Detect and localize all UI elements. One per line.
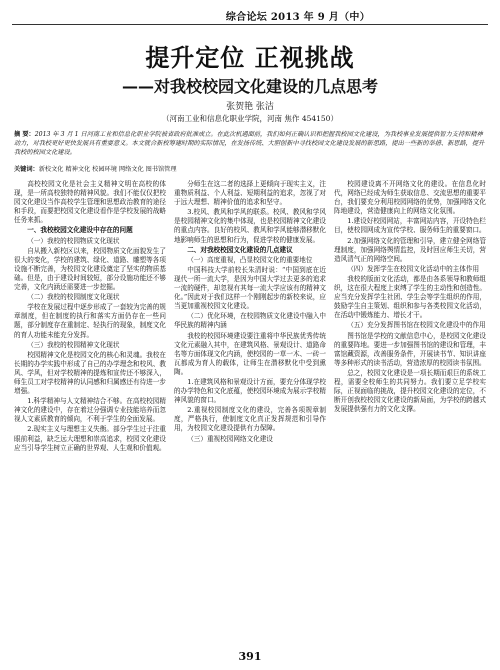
body-paragraph: 1.建设好校园网站，丰富网站内容，开设特色栏目，使校园网成为宣传学校、服务师生的重要窗口。 <box>334 217 486 235</box>
body-paragraph: 高校校园文化是社会主义精神文明在高校的体现，是一所高校独特的精神风貌。我们不能仅仅把校园文化建设当作高校学生管理和思想政治教育的途径和手段，而要把校园文化建设看作是学校发展的战略任务来抓。 <box>14 180 166 225</box>
abstract-text: 2013 年 3 月 1 日河南工业和信息化职业学院被省政府批准成立。在此次机遇面前，我们如何正确认识和把握我校园文化建设，为我校事业发展提供智力支持和精神动力，对我校更好更快发展具有重要意义。本文就合新校筹建时期的实际情况，在发扬传统、大胆创新中寻找校园文化建设发展的新思路，提出一些新的举措、新思路，提升我校的校园文化建设。 <box>14 131 485 156</box>
body-paragraph: 3.校风、教风和学风的联系。校风、教风和学风是校园精神文化的集中体现，也是校园精神文化建设的重点内容。良好的校风、教风和学风能够潜移默化地影响师生的思想和行为，促进学校的健康发展。 <box>174 208 326 244</box>
body-paragraph: （一）高度重视，凸显校园文化的重要地位 <box>187 255 313 264</box>
body-paragraph: 学校在发展过程中逐步形成了一套较为完善的规章制度，但在制度的执行和落实方面仍存在一些问题，部分制度存在重制定、轻执行的现象，制度文化的育人功能未能充分发挥。 <box>14 303 166 339</box>
body-columns <box>14 180 486 645</box>
body-paragraph: 分师生在这二者的选择上更倾向于现实主义，注重物质利益、个人利益、短期利益的追求，忽视了对于远大理想、精神价值的追求和坚守。 <box>174 180 326 207</box>
article-title: 提升定位 正视挑战 <box>145 44 355 72</box>
affiliation: （河南工业和信息化职业学院，河南 焦作 454150） <box>162 114 338 123</box>
body-paragraph: （一）我校的校园物质文化现状 <box>27 236 120 245</box>
header-rule <box>12 24 488 25</box>
body-paragraph: 我校的校园环境建设要注重将中华民族优秀传统文化元素融入其中，在建筑风格、景观设计、道路命名等方面体现文化内涵，使校园的一草一木、一砖一瓦都成为育人的载体，让师生在潜移默化中受到熏陶。 <box>174 331 326 376</box>
body-paragraph: 1.科学精神与人文精神结合不够。在高校校园精神文化的建设中，存在着过分强调专业技能培养而忽视人文素质教育的倾向，不利于学生的全面发展。 <box>14 397 166 424</box>
body-paragraph: 2.加强网络文化的管理和引导，建立健全网络管理制度，加强网络舆情监控，及时回应师生关切，营造风清气正的网络空间。 <box>334 236 486 263</box>
body-paragraph: 2.重视校园制度文化的建设，完善各项规章制度，严格执行，使制度文化真正发挥规范和引导作用，为校园文化建设提供有力保障。 <box>174 406 326 433</box>
body-paragraph: 自从搬入新校区以来，校园物质文化面貌发生了很大的变化，学校的建筑、绿化、道路、雕塑等各项设施不断完善，为校园文化建设奠定了坚实的物质基础。但是，由于建设时间较短，部分设施功能还不够完善，文化内涵还需要进一步挖掘。 <box>14 246 166 292</box>
page-number: 391 <box>238 650 262 663</box>
abstract <box>14 130 486 157</box>
section-heading: 一、我校校园文化建设中存在的问题 <box>27 226 133 235</box>
body-paragraph: （二）优化环境，在校园物质文化建设中融入中华民族的精神内涵 <box>174 312 326 330</box>
section-heading: 二、对我校校园文化建设的几点建议 <box>187 245 293 254</box>
column-2 <box>174 180 326 645</box>
keywords-label: 关键词： <box>14 166 39 173</box>
body-paragraph: （四）发挥学生在校园文化活动中的主体作用 <box>347 264 480 273</box>
column-1 <box>14 180 166 645</box>
authors: 张贺艳 张洁 <box>226 102 274 112</box>
body-paragraph: （三）我校的校园精神文化现状 <box>27 340 120 349</box>
keywords-text: 新校文化 精神文化 校园环境 网络文化 图书馆管理 <box>38 166 177 173</box>
body-paragraph: 中国科技大学前校长朱清时说：“中国到底在近现代一所一流大学，是因为中国大学过去更多的追求一流的硬件，却忽视有其每一流大学应该有的精神文化。”因此对于我们这样一个刚刚起步的新校来说，应当更加重视校园文化建设。 <box>174 265 326 311</box>
abstract-label: 摘 要： <box>14 131 35 138</box>
body-paragraph: （三）重视校园网络文化建设 <box>187 434 273 443</box>
body-paragraph: （五）充分发挥图书馆在校园文化建设中的作用 <box>347 321 486 330</box>
keywords <box>14 164 486 173</box>
article-subtitle: ——对我校校园文化建设的几点思考 <box>121 77 378 96</box>
body-paragraph: （二）我校的校园制度文化现状 <box>27 293 120 302</box>
body-paragraph: 校园精神文化是校园文化的核心和灵魂。我校在长期的办学实践中形成了自己的办学理念和校风、教风、学风，但对学校精神的提炼和宣传还不够深入，师生员工对学校精神的认同感和归属感还有待进一步增强。 <box>14 350 166 396</box>
body-paragraph: 总之，校园文化建设是一项长期而艰巨的系统工程，需要全校师生的共同努力。我们要立足学校实际，正视面临的挑战，提升校园文化建设的定位，不断开创我校校园文化建设的新局面，为学校的跨越式发展提供强有力的文化支撑。 <box>334 368 486 414</box>
running-header <box>0 8 500 26</box>
body-paragraph: 图书馆是学校的文献信息中心，是校园文化建设的重要阵地。要进一步加强图书馆的建设和管理，丰富馆藏资源，改善服务条件，开展读书节、知识讲座等多种形式的读书活动，营造浓厚的校园读书氛围。 <box>334 331 486 367</box>
header-text: 综合论坛 2013 年 9 月（中） <box>225 12 370 23</box>
body-paragraph: 校园建设离不开网络文化的建设。在信息化时代，网络已经成为师生获取信息、交流思想的重要平台，我们要充分利用校园网络的优势，加强网络文化阵地建设，营造健康向上的网络文化氛围。 <box>334 180 486 216</box>
body-paragraph: 我校的版面文化活动，都是由各系领导和教师组织，这在很大程度上束缚了学生的主动性和创造性。应当充分发挥学生社团、学生会等学生组织的作用，鼓励学生自主策划、组织和参与各类校园文化活动，在活动中锻炼能力、增长才干。 <box>334 274 486 320</box>
body-paragraph: 1.在建筑风格和景观设计方面，要充分体现学校的办学特色和文化底蕴，使校园环境成为展示学校精神风貌的窗口。 <box>174 377 326 405</box>
column-3 <box>334 180 486 645</box>
body-paragraph: 2.现实主义与理想主义失衡。部分学生过于注重眼前利益，缺乏远大理想和崇高追求，校园文化建设应当引导学生树立正确的世界观、人生观和价值观。 <box>14 425 166 452</box>
